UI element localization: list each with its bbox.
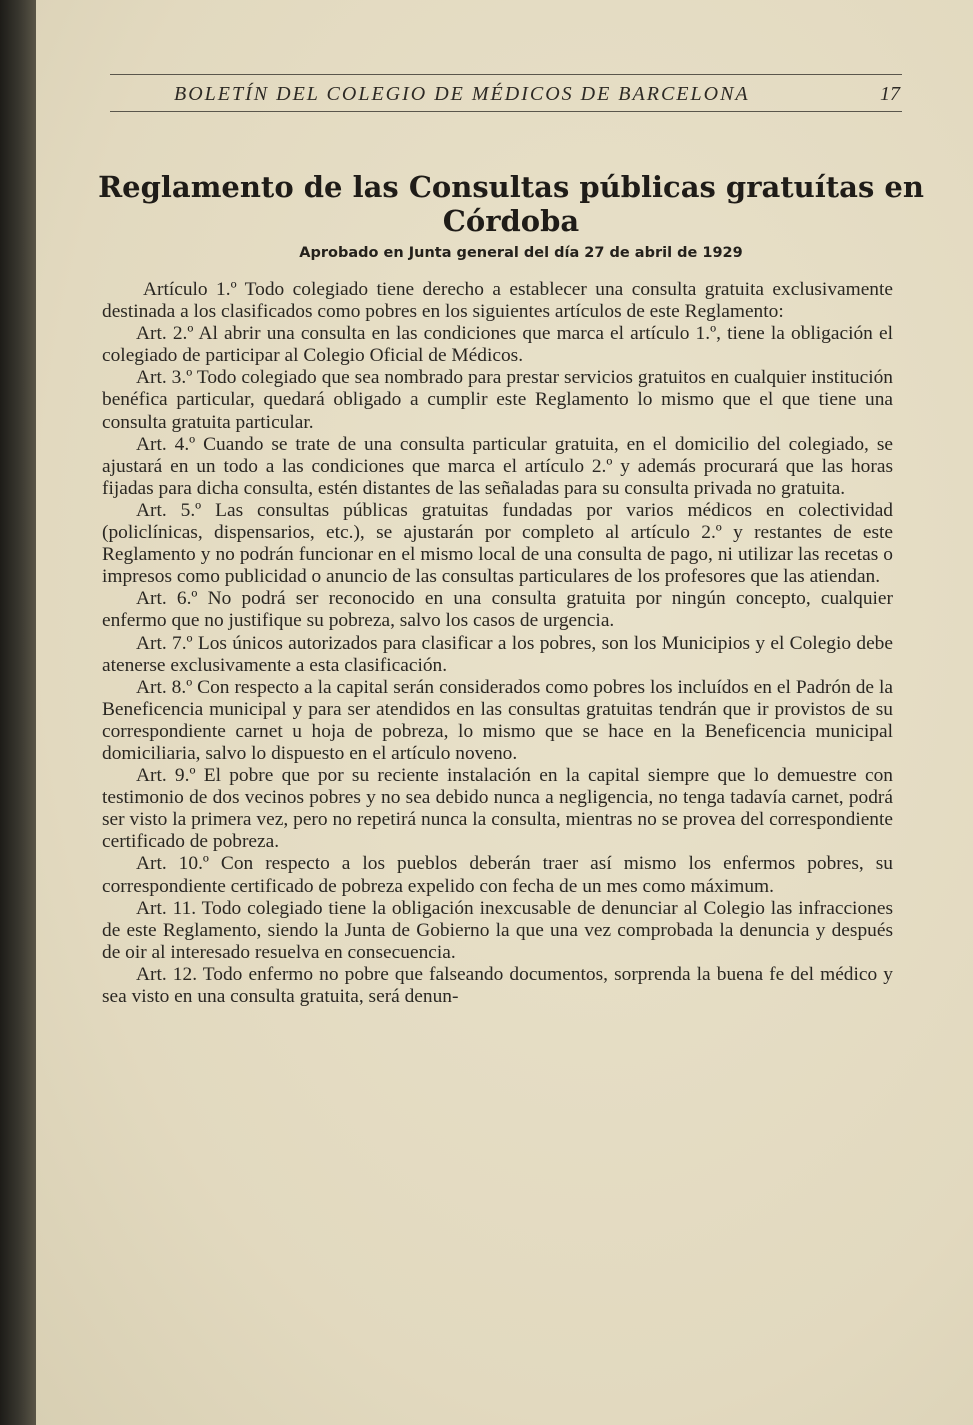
paragraph-article-4: Art. 4.º Cuando se trate de una consulta particular gratuita, en el domicilio del colegiado, se ajustará en un todo a las condiciones que marca el artículo 2.º y además procurará que las horas fijadas para dicha consulta, estén distantes de las señaladas para su consulta privada no gratuita. — [102, 433, 893, 499]
article-subtitle: Aprobado en Junta general del día 27 de abril de 1929 — [299, 245, 743, 261]
paragraph-article-11: Art. 11. Todo colegiado tiene la obligación inexcusable de denunciar al Colegio las infracciones de este Reglamento, siendo la Junta de Gobierno la que una vez comprobada la denuncia y después de oir al interesado resuelva en consecuencia. — [102, 897, 893, 963]
book-spine — [0, 0, 36, 1425]
paragraph-article-12: Art. 12. Todo enfermo no pobre que falseando documentos, sorprenda la buena fe del médico y sea visto en una consulta gratuita, será denun- — [102, 963, 893, 1007]
paragraph-article-6: Art. 6.º No podrá ser reconocido en una consulta gratuita por ningún concepto, cualquier enfermo que no justifique su pobreza, salvo los casos de urgencia. — [102, 588, 893, 632]
running-title: BOLETÍN DEL COLEGIO DE MÉDICOS DE BARCELONA — [174, 83, 750, 105]
paragraph-article-3: Art. 3.º Todo colegiado que sea nombrado para prestar servicios gratuitos en cualquier institución benéfica particular, quedará obligado a cumplir este Reglamento lo mismo que el que tiene una consulta gratuita particular. — [102, 367, 893, 433]
paragraph-article-5: Art. 5.º Las consultas públicas gratuitas fundadas por varios médicos en colectividad (policlínicas, dispensarios, etc.), se ajustarán por completo al artículo 2.º y restantes de este Reglamento y no podrán funcionar en el mismo local de una consulta de pago, ni utilizar las recetas o impresos como publicidad o anuncio de las consultas particulares de los profesores que las atiendan. — [102, 499, 893, 588]
paragraph-article-1: Artículo 1.º Todo colegiado tiene derecho a establecer una consulta gratuita exclusivamente destinada a los clasificados como pobres en los siguientes artículos de este Reglamento: — [102, 279, 893, 323]
page-number: 17 — [880, 83, 900, 105]
running-header — [110, 74, 902, 112]
paragraph-article-10: Art. 10.º Con respecto a los pueblos deberán traer así mismo los enfermos pobres, su correspondiente certificado de pobreza expelido con fecha de un mes como máximum. — [102, 853, 893, 897]
paragraph-article-7: Art. 7.º Los únicos autorizados para clasificar a los pobres, son los Municipios y el Colegio debe atenerse exclusivamente a esta clasificación. — [102, 632, 893, 676]
journal-page — [36, 0, 973, 1425]
paragraph-article-8: Art. 8.º Con respecto a la capital serán considerados como pobres los incluídos en el Padrón de la Beneficencia municipal y para ser atendidos en las consultas gratuitas tendrán que ir provistos de su correspondiente carnet u hoja de pobreza, lo mismo que se hace en la Beneficencia municipal domiciliaria, salvo lo dispuesto en el artículo noveno. — [102, 676, 893, 764]
article-title: Reglamento de las Consultas públicas gratuítas en Córdoba — [98, 170, 924, 238]
paragraph-article-9: Art. 9.º El pobre que por su reciente instalación en la capital siempre que lo demuestre con testimonio de dos vecinos pobres y no sea debido nunca a negligencia, no tenga tadavía carnet, podrá ser visto la primera vez, pero no repetirá nunca la consulta, mientras no se provea del correspondiente certificado de pobreza. — [102, 765, 893, 853]
paragraph-article-2: Art. 2.º Al abrir una consulta en las condiciones que marca el artículo 1.º, tiene la obligación el colegiado de participar al Colegio Oficial de Médicos. — [102, 323, 893, 367]
article-body — [102, 279, 893, 1008]
